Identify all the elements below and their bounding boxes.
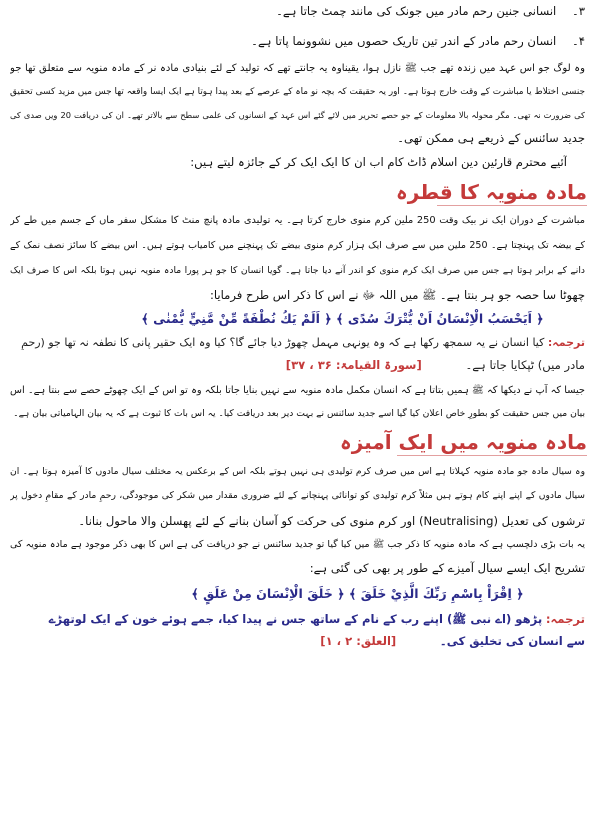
paragraph-line: وہ لوگ جو اس عہد میں زندہ تھے جب ﷺ نازل ہوا، یقیناوہ یہ جانتے تھے کہ تولید کے لئے بنیادی مادہ نر کے مادہ منویہ سے متعلق تھا جو <box>10 63 585 74</box>
quran-verse: ﴿ اِقْرَاْ بِاسْمِ رَبِّكَ الَّذِيْ خَلَقَ ﴾ ﴿ خَلَقَ الْاِنْسَانَ مِنْ عَلَقٍ ﴾ <box>191 586 524 601</box>
list-item <box>10 4 585 18</box>
list-marker: ۳۔ <box>571 4 585 18</box>
verse-reference: [سورۃ القیامۃ: ۳۶ ، ۳۷] <box>285 358 422 372</box>
paragraph-line: تشریح ایک ایسے سیال آمیزے کے طور پر بھی کی گئی ہے: <box>309 561 585 575</box>
translation <box>10 336 585 350</box>
paragraph-line: یہ بات بڑی دلچسپ ہے کہ مادہ منویہ کا ذکر جب ﷺ میں کیا گیا تو جدید سائنس نے جو دریافت کی ہے اس کا بھی ذکر موجود ہے مادہ منویہ کی <box>10 539 585 550</box>
list-item <box>10 34 585 48</box>
translation-continued <box>10 634 585 648</box>
translation-text: سے انسان کی تخلیق کی۔ <box>439 634 585 648</box>
section-heading: مادہ منویہ میں ایک آمیزہ <box>340 430 587 454</box>
translation-label: ترجمہ: <box>545 612 585 626</box>
paragraph-line: سیال مادوں کے اپنے اپنے کام ہوتے ہیں مثلاً کرم تولیدی کو توانائی پہنچانے کے لئے ضروری مقدار میں شکر کی موجودگی، رحمِ مادر کے مقامِ دخول پر <box>10 490 585 501</box>
paragraph-line: دانے کے برابر ہوتا ہے جس میں صرف ایک کرم منوی کو اندر آنے دیا جاتا ہے۔ گویا انسان کا جو ہر پورا مادہ منویہ نہیں ہوتا بلکہ اس کا صرف ایک <box>10 265 585 276</box>
translation <box>10 612 585 626</box>
list-marker: ۴۔ <box>571 34 585 48</box>
translation-label: ترجمہ: <box>547 336 585 349</box>
paragraph-line: کے بیضہ تک پہنچتا ہے۔ 250 ملین میں سے صرف ایک ہزار کرم منوی بیضے تک پہنچنے میں کامیاب ہوتے ہیں۔ اس بیضے کا سائز نصف نمک کے <box>10 240 585 251</box>
paragraph-line: جدید سائنس کے ذریعے ہی ممکن تھی۔ <box>397 131 585 145</box>
list-item-text: انسانی جنین رحمِ مادر میں جونک کی مانند چمٹ جاتا ہے۔ <box>276 4 557 18</box>
paragraph-line: بیان میں جس حقیقت کو بطورِ خاص اعلان کیا گیا اسے جدید سائنس نے بہت دیر بعد دریافت کیا۔ یہ اس بات کا ثبوت ہے کہ یہ بیان الہامیاتی بیان ہے۔ <box>13 408 585 419</box>
translation-text: پڑھو (اے نبی ﷺ) اپنے رب کے نام کے ساتھ جس نے پیدا کیا، جمے ہوئے خون کے ایک لوتھڑے <box>48 612 543 626</box>
translation-text: مادر میں) ٹپکایا جاتا ہے۔ <box>465 358 585 372</box>
translation-continued <box>10 358 585 372</box>
translation-text: کیا انسان نے یہ سمجھ رکھا ہے کہ وہ یونہی مہمل چھوڑ دیا جائے گا؟ کیا وہ ایک حقیر پانی کا نطفہ نہ تھا جو (رحمِ <box>21 336 545 349</box>
quran-verse: ﴿ اَيَحْسَبُ الْاِنْسَانُ اَنْ يُّتْرَكَ سُدًى ﴾ ﴿ اَلَمْ يَكُ نُطْفَةً مِّنْ مَّنِيٍّ يُّمْنٰى ﴾ <box>141 311 544 326</box>
paragraph-line: جنسی اختلاط یا مباشرت کے وقت خارج ہوتا ہے۔ اور یہ حقیقت کہ بچہ نو ماہ کے عرصے کے بعد پیدا ہوتا ہے ایک ایسا واقعہ تھا جس میں مزید کسی تحقیق <box>10 87 585 97</box>
paragraph-line: چھوٹا سا حصہ جو ہر بنتا ہے۔ ﷺ میں اللہ ﷻ نے اس کا ذکر اس طرح فرمایا: <box>209 288 585 302</box>
verse-reference: [العلق: ۲ ، ۱] <box>320 634 397 648</box>
paragraph-line: ترشوں کی تعدیل (Neutralising) اور کرم منوی کی حرکت کو آسان بنانے کے لئے پھسلن والا ماحول بنانا۔ <box>78 514 585 528</box>
paragraph-line: کی ضرورت نہ تھی۔ مگر محولہ بالا معلومات کے جو حصے تحریر میں لائے گئے اس عہد کے انسانوں کی علمی سطح سے بالاتر تھے۔ ان کی دریافت 20 ویں صدی کی <box>10 110 585 120</box>
paragraph-line: آئیے محترم قارئین دینِ اسلام ڈاٹ کام اب ان کا ایک ایک کر کے جائزہ لیتے ہیں: <box>190 155 567 169</box>
section-heading: مادہ منویہ کا قطرہ <box>396 180 587 204</box>
paragraph-line: وہ سیال مادہ جو مادہ منویہ کہلاتا ہے اس میں صرف کرم تولیدی ہی نہیں ہوتے بلکہ اس کے برعکس یہ مختلف سیال مادوں کا آمیزہ ہوتا ہے۔ ان <box>10 466 585 477</box>
heading-underline <box>397 455 587 456</box>
list-item-text: انسان رحمِ مادر کے اندر تین تاریک حصوں میں نشوونما پاتا ہے۔ <box>251 34 557 48</box>
paragraph-line: جیسا کہ آپ نے دیکھا کہ ﷺ ہمیں بتاتا ہے کہ انسان مکمل مادہ منویہ سے نہیں بنایا جاتا بلکہ وہ تو اس کے ایک چھوٹے حصے سے بنتا ہے۔ اس <box>10 385 585 396</box>
paragraph-line: مباشرت کے دوران ایک نر بیک وقت 250 ملین کرم منوی خارج کرتا ہے۔ یہ تولیدی مادہ پانچ منٹ کا مشکل سفر ماں کے جسم میں طے کر <box>10 215 585 226</box>
heading-underline <box>437 205 587 206</box>
